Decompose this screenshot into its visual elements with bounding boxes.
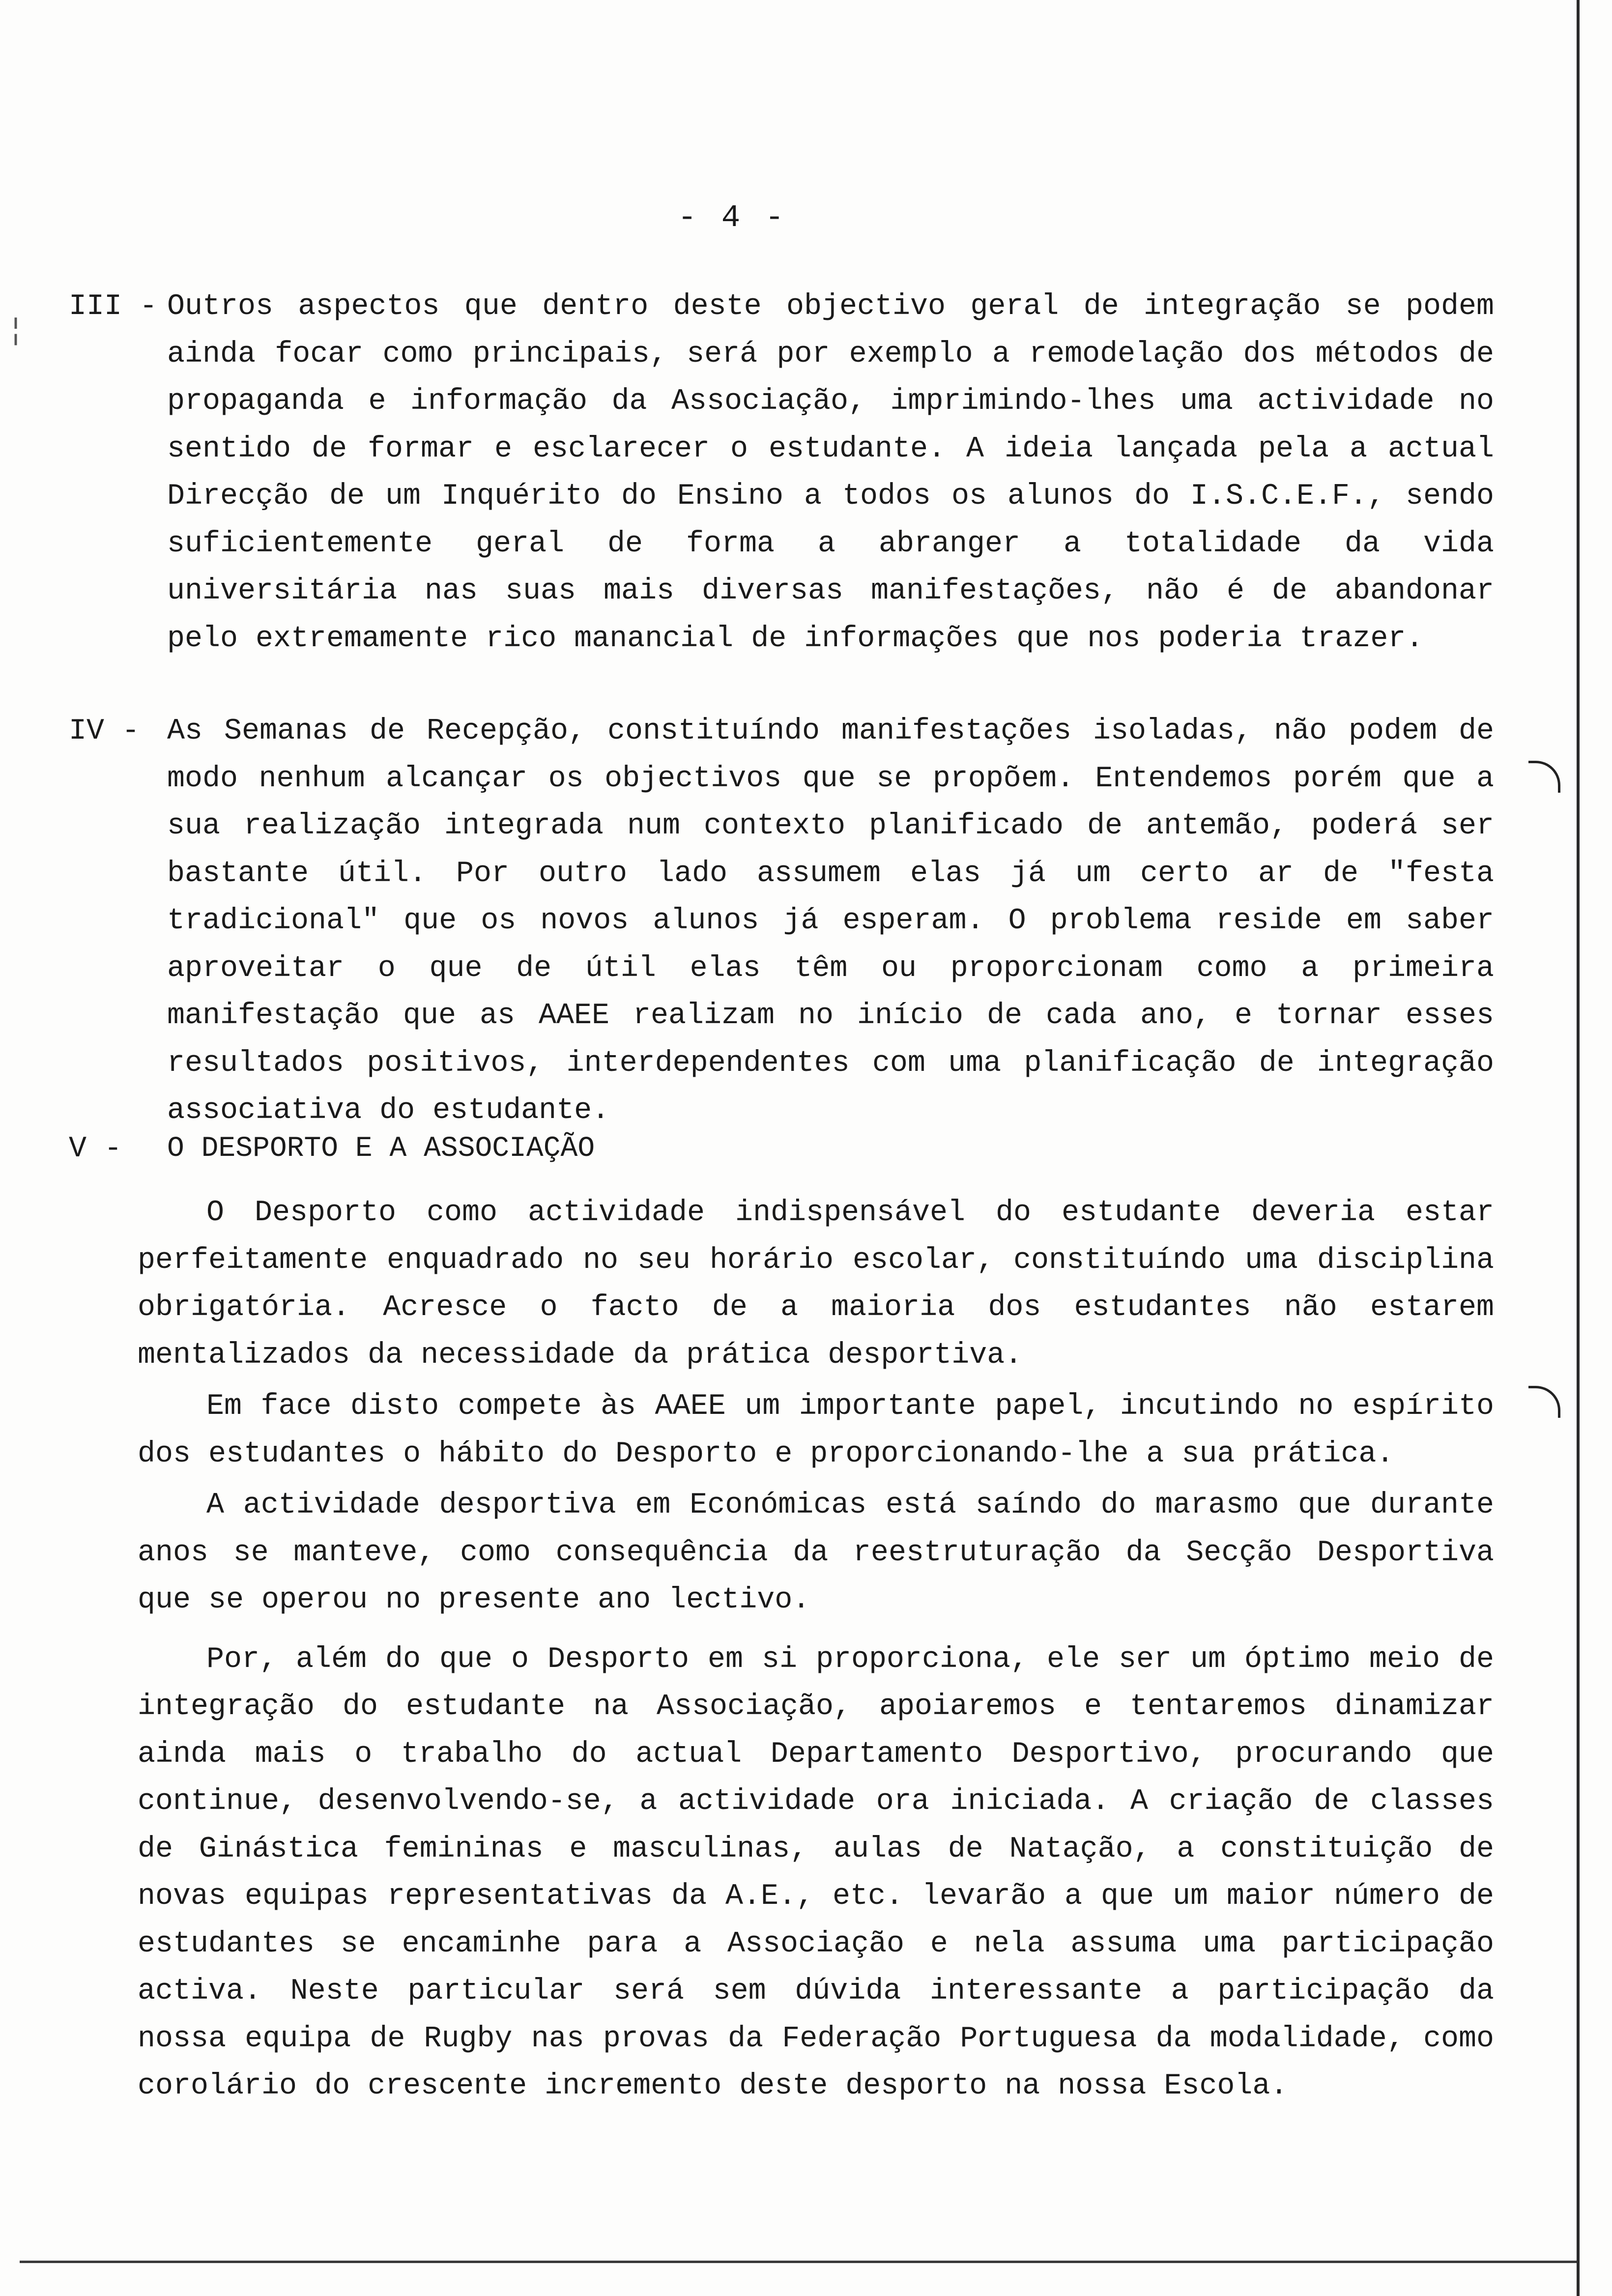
section-v: [69, 1125, 1494, 1173]
section-numeral: IV -: [69, 715, 140, 748]
margin-bracket-mark: [1528, 761, 1560, 793]
section-numeral: V -: [69, 1132, 122, 1166]
body-paragraph: Por, além do que o Desporto em si proporciona, ele ser um óptimo meio de integração do estudante na Associação, apoiaremos e tentaremos dinamizar ainda mais o trabalho do actual Departamento Desportivo, procurando que continue, desenvolvendo-se, a actividade ora iniciada. A criação de classes de Ginástica femininas e masculinas, aulas de Natação, a constituição de novas equipas representativas da A.E., etc. levarão a que um maior número de estudantes se encaminhe para a Associação e nela assuma uma participação activa. Neste particular será sem dúvida interessante a participação da nossa equipa de Rugby nas provas da Federação Portuguesa da modalidade, como corolário do crescente incremento deste desporto na nossa Escola.: [138, 1642, 1494, 2103]
body-paragraph: A actividade desportiva em Económicas está saíndo do marasmo que durante anos se manteve, como consequência da reestruturação da Secção Desportiva que se operou no presente ano lectivo.: [138, 1489, 1494, 1617]
right-margin-rule: [1577, 0, 1580, 2296]
margin-tick-mark: ¦: [7, 315, 25, 348]
section-iv: [69, 708, 1494, 1135]
body-paragraph: Em face disto compete às AAEE um importante papel, incutindo no espírito dos estudantes o hábito do Desporto e proporcionando-lhe a sua prática.: [138, 1390, 1494, 1471]
margin-bracket-mark: [1528, 1386, 1560, 1418]
section-heading: O DESPORTO E A ASSOCIAÇÃO: [167, 1133, 595, 1165]
bottom-margin-rule: [20, 2261, 1577, 2263]
section-paragraph: Outros aspectos que dentro deste objectivo geral de integração se podem ainda focar como principais, será por exemplo a remodelação dos métodos de propaganda e informação da Associação, imprimindo-lhes uma actividade no sentido de formar e esclarecer o estudante. A ideia lançada pela a actual Direcção de um Inquérito do Ensino a todos os alunos do I.S.C.E.F., sendo suficientemente geral de forma a abranger a totalidade da vida universitária nas suas mais diversas manifestações, não é de abandonar pelo extremamente rico manancial de informações que nos poderia trazer.: [167, 290, 1494, 656]
section-iii: [69, 283, 1494, 662]
section-v-body: [69, 1189, 1494, 2110]
section-paragraph: As Semanas de Recepção, constituíndo manifestações isoladas, não podem de modo nenhum alcançar os objectivos que se propõem. Entendemos porém que a sua realização integrada num contexto planificado de antemão, poderá ser bastante útil. Por outro lado assumem elas já um certo ar de "festa tradicional" que os novos alunos já esperam. O problema reside em saber aproveitar o que de útil elas têm ou proporcionam como a primeira manifestação que as AAEE realizam no início de cada ano, e tornar esses resultados positivos, interdependentes com uma planificação de integração associativa do estudante.: [167, 715, 1494, 1127]
section-numeral: III -: [69, 290, 158, 323]
body-paragraph: O Desporto como actividade indispensável do estudante deveria estar perfeitamente enquadrado no seu horário escolar, constituíndo uma disciplina obrigatória. Acresce o facto de a maioria dos estudantes não estarem mentalizados da necessidade da prática desportiva.: [138, 1196, 1494, 1372]
page-number: - 4 -: [677, 201, 787, 236]
